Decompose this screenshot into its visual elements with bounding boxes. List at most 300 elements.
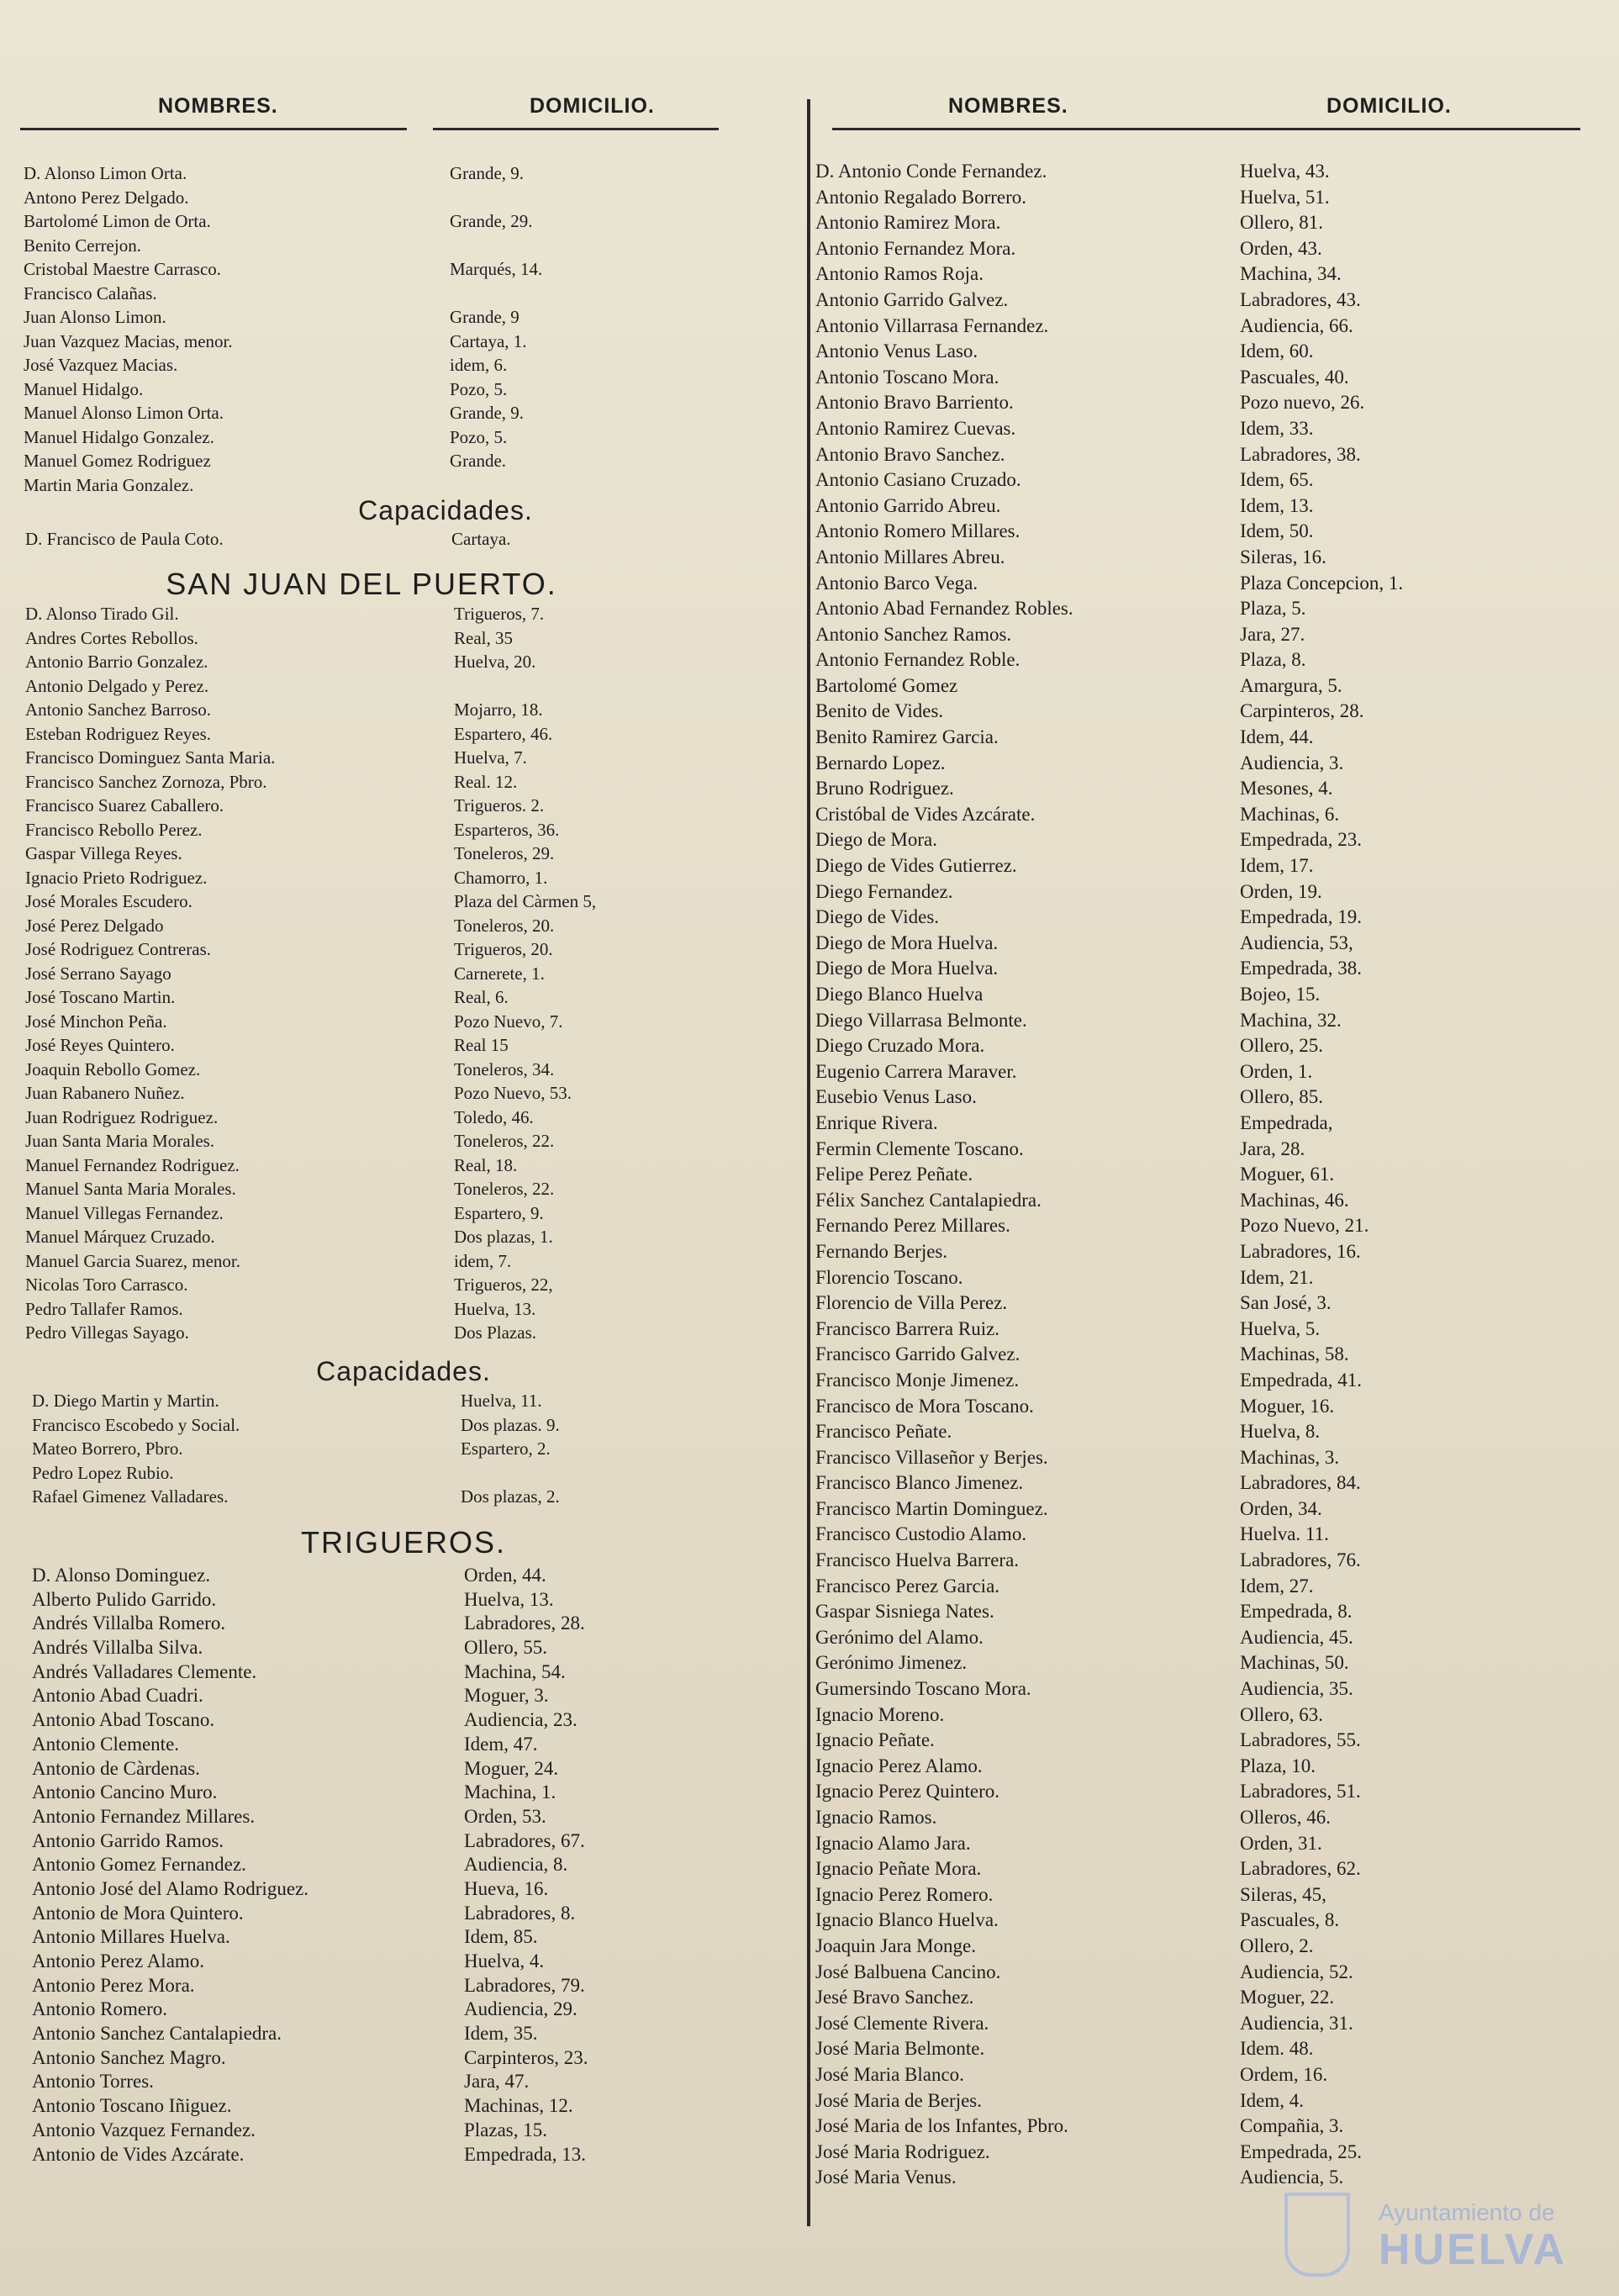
list-item [799, 2012, 1619, 2038]
domicile: Pozo Nuevo, 21. [1240, 1215, 1369, 1237]
list-item [799, 957, 1619, 983]
left-domicile-rule [433, 128, 719, 130]
list-item [0, 2070, 794, 2094]
list-item [0, 1829, 794, 1854]
list-item [799, 2114, 1619, 2140]
list-item [0, 602, 794, 626]
domicile: Ollero, 2. [1240, 1934, 1314, 1956]
domicile: Machinas, 12. [464, 2095, 573, 2117]
person-name: Joaquin Rebollo Gomez. [25, 1058, 201, 1079]
list-item [799, 1163, 1619, 1189]
domicile: Idem, 85. [464, 1926, 538, 1948]
person-name: Ignacio Peñate Mora. [815, 1858, 982, 1880]
person-name: Pedro Tallafer Ramos. [25, 1298, 183, 1319]
person-name: Antonio Bravo Sanchez. [815, 443, 1005, 465]
domicile: Grande, 29. [450, 211, 533, 231]
person-name: Diego de Vides Gutierrez. [815, 855, 1017, 877]
right-list [799, 160, 1619, 2192]
domicile: Empedrada, 19. [1240, 906, 1362, 928]
person-name: Ignacio Prieto Rodriguez. [25, 867, 208, 888]
domicile: Orden, 31. [1240, 1832, 1322, 1854]
domicile: Real 15 [454, 1035, 509, 1055]
list-item [799, 2089, 1619, 2115]
domicile: Machina, 34. [1240, 263, 1342, 285]
domicile: Pozo, 5. [450, 426, 508, 447]
person-name: Fernando Perez Millares. [815, 1215, 1010, 1237]
person-name: Gerónimo del Alamo. [815, 1626, 984, 1648]
list-item [0, 353, 794, 377]
list-item [799, 1626, 1619, 1652]
list-item [799, 340, 1619, 366]
person-name: Gaspar Villega Reyes. [25, 843, 182, 863]
person-name: Antonio de Vides Azcárate. [32, 2143, 245, 2165]
domicile: Real, 35 [454, 627, 513, 648]
list-item [0, 1757, 794, 1781]
list-item [0, 1805, 794, 1829]
list-item [799, 262, 1619, 288]
person-name: Diego de Mora Huelva. [815, 932, 999, 953]
person-name: Antonio Sanchez Magro. [32, 2046, 226, 2068]
list-item [0, 1437, 794, 1461]
domicile: Idem, 13. [1240, 494, 1314, 516]
domicile: Pascuales, 8. [1240, 1909, 1340, 1931]
list-item [0, 937, 794, 962]
domicile: Chamorro, 1. [454, 867, 548, 888]
list-item [0, 2143, 794, 2167]
domicile: Bojeo, 15. [1240, 984, 1321, 1005]
list-item [0, 1153, 794, 1178]
person-name: Antonio Sanchez Barroso. [25, 699, 212, 720]
person-name: José Balbuena Cancino. [815, 1961, 1001, 1982]
domicile: Labradores, 79. [464, 1974, 585, 1996]
domicile: Labradores, 62. [1240, 1858, 1361, 1880]
person-name: José Reyes Quintero. [25, 1035, 175, 1055]
person-name: Manuel Gomez Rodriguez [24, 451, 211, 471]
domicile: Real, 6. [454, 987, 509, 1007]
domicile: Labradores, 8. [464, 1902, 576, 1924]
domicile: Ollero, 25. [1240, 1035, 1324, 1057]
person-name: Antonio Romero Millares. [815, 520, 1020, 542]
person-name: Manuel Garcia Suarez, menor. [25, 1250, 240, 1271]
domicile: Labradores, 38. [1240, 443, 1361, 465]
list-item [799, 1446, 1619, 1472]
person-name: Antonio Fernandez Roble. [815, 649, 1020, 671]
list-item [0, 650, 794, 674]
person-name: D. Antonio Conde Fernandez. [815, 161, 1047, 182]
person-name: José Perez Delgado [25, 915, 164, 936]
person-name: Diego de Mora Huelva. [815, 958, 999, 979]
person-name: Manuel Hidalgo Gonzalez. [24, 426, 214, 447]
list-item [0, 1733, 794, 1757]
domicile: Trigueros, 22, [454, 1275, 553, 1295]
domicile: Idem, 35. [464, 2023, 538, 2045]
list-item [0, 674, 794, 699]
person-name: Diego Cruzado Mora. [815, 1035, 985, 1057]
capacidades2-section [0, 1355, 794, 1387]
list-item [0, 305, 794, 330]
person-name: Pedro Lopez Rubio. [32, 1462, 174, 1483]
list-item [799, 1677, 1619, 1703]
list-item [0, 889, 794, 914]
domicile: Empedrada, 13. [464, 2143, 586, 2165]
person-name: José Toscano Martin. [25, 987, 176, 1007]
domicile: Grande. [450, 451, 507, 471]
list-item [0, 1564, 794, 1588]
list-item [799, 1240, 1619, 1266]
domicile: Olleros, 46. [1240, 1807, 1331, 1828]
list-item [799, 828, 1619, 854]
person-name: Francisco Dominguez Santa Maria. [25, 747, 276, 768]
person-name: Francisco Blanco Jimenez. [815, 1472, 1024, 1494]
domicile: Huelva, 5. [1240, 1317, 1321, 1339]
domicile: Grande, 9. [450, 403, 525, 423]
person-name: Antonio Cancino Muro. [32, 1781, 218, 1803]
domicile: Plaza, 8. [1240, 649, 1306, 671]
domicile: Mesones, 4. [1240, 778, 1333, 800]
list-item [799, 699, 1619, 726]
person-name: José Maria Blanco. [815, 2063, 964, 2085]
person-name: Alberto Pulido Garrido. [32, 1588, 217, 1610]
person-name: Antonio Delgado y Perez. [25, 675, 209, 696]
list-item [0, 842, 794, 866]
list-item [0, 1974, 794, 1998]
domicile: Machina, 1. [464, 1781, 556, 1803]
person-name: Fernando Berjes. [815, 1240, 948, 1262]
domicile: Pozo Nuevo, 7. [454, 1011, 563, 1032]
domicile: Huelva, 4. [464, 1950, 545, 1971]
domicile: Huelva, 13. [464, 1588, 554, 1610]
list-item [799, 211, 1619, 237]
list-item [0, 234, 794, 258]
domicile: Huelva, 8. [1240, 1421, 1321, 1443]
list-item [0, 377, 794, 402]
trigueros-section [0, 1527, 794, 1559]
capacidades1-title: Capacidades. [358, 495, 533, 525]
capacidades1-section [0, 494, 794, 526]
list-item [799, 777, 1619, 803]
domicile: San José, 3. [1240, 1292, 1332, 1314]
person-name: José Rodriguez Contreras. [25, 939, 212, 959]
list-item [0, 1389, 794, 1413]
person-name: Antonio Regalado Borrero. [815, 186, 1027, 208]
domicile: Pozo, 5. [450, 378, 508, 399]
person-name: Ignacio Peñate. [815, 1729, 935, 1751]
person-name: Joaquin Jara Monge. [815, 1934, 976, 1956]
list-item [799, 1369, 1619, 1395]
domicile: Orden, 34. [1240, 1497, 1322, 1519]
domicile: Orden, 19. [1240, 880, 1322, 902]
domicile: Carpinteros, 23. [464, 2046, 588, 2068]
domicile: Audiencia, 45. [1240, 1626, 1353, 1648]
person-name: Francisco Barrera Ruiz. [815, 1317, 1000, 1339]
person-name: José Maria Rodriguez. [815, 2140, 990, 2162]
right-domicile-rule [1236, 128, 1580, 130]
domicile: Grande, 9 [450, 307, 519, 327]
list-item [0, 818, 794, 842]
list-item [0, 1177, 794, 1201]
domicile: Trigueros, 7. [454, 604, 545, 624]
person-name: Francisco Custodio Alamo. [815, 1523, 1027, 1545]
list-item [799, 288, 1619, 314]
list-item [0, 1660, 794, 1685]
person-name: Martin Maria Gonzalez. [24, 474, 194, 495]
list-item [799, 186, 1619, 212]
list-item [799, 1060, 1619, 1086]
stamp-line2: HUELVA [1379, 2225, 1568, 2274]
list-item [799, 1523, 1619, 1549]
list-item [799, 391, 1619, 417]
domicile: Orden, 44. [464, 1565, 546, 1586]
domicile: Espartero, 46. [454, 723, 553, 744]
list-item [799, 1214, 1619, 1240]
domicile: Idem, 17. [1240, 855, 1314, 877]
person-name: Antonio Toscano Mora. [815, 366, 999, 388]
person-name: José Morales Escudero. [25, 891, 192, 911]
domicile: Audiencia, 31. [1240, 2012, 1353, 2034]
domicile: Idem, 65. [1240, 469, 1314, 491]
domicile: Empedrada, 41. [1240, 1369, 1362, 1391]
person-name: Antono Perez Delgado. [24, 187, 189, 208]
list-item [799, 1137, 1619, 1164]
domicile: Pozo nuevo, 26. [1240, 392, 1365, 414]
capacidades2-title: Capacidades. [316, 1356, 491, 1386]
domicile: Carpinteros, 28. [1240, 700, 1364, 722]
san-juan-list [0, 602, 794, 1345]
person-name: Florencio de Villa Perez. [815, 1292, 1008, 1314]
person-name: Diego de Vides. [815, 906, 940, 928]
person-name: Antonio Vazquez Fernandez. [32, 2119, 256, 2140]
person-name: Francisco Peñate. [815, 1421, 952, 1443]
person-name: Juan Vazquez Macias, menor. [24, 330, 233, 351]
person-name: Francisco Suarez Caballero. [25, 795, 224, 815]
list-item [799, 1111, 1619, 1137]
domicile: Pascuales, 40. [1240, 366, 1349, 388]
person-name: Diego Fernandez. [815, 880, 953, 902]
person-name: Antonio Abad Toscano. [32, 1709, 215, 1731]
list-item [799, 1395, 1619, 1421]
list-item [799, 1009, 1619, 1035]
person-name: José Maria Belmonte. [815, 2038, 985, 2060]
person-name: Cristóbal de Vides Azcárate. [815, 803, 1036, 825]
domicile: Moguer, 16. [1240, 1395, 1335, 1417]
list-item [799, 1806, 1619, 1832]
person-name: Diego Blanco Huelva [815, 984, 984, 1005]
domicile: Toledo, 46. [454, 1106, 534, 1127]
list-item [0, 473, 794, 498]
list-item [0, 401, 794, 425]
person-name: Antonio Millares Abreu. [815, 546, 1005, 567]
list-item [0, 2094, 794, 2119]
list-item [0, 1877, 794, 1902]
person-name: Manuel Márquez Cruzado. [25, 1227, 215, 1247]
list-item [799, 237, 1619, 263]
list-item [0, 626, 794, 651]
person-name: Francisco Monje Jimenez. [815, 1369, 1020, 1391]
list-item [0, 186, 794, 210]
person-name: Andrés Villalba Romero. [32, 1612, 226, 1634]
list-item [799, 1034, 1619, 1060]
domicile: Idem. 48. [1240, 2038, 1314, 2060]
domicile: Ollero, 63. [1240, 1703, 1324, 1725]
person-name: Ignacio Perez Alamo. [815, 1755, 983, 1776]
person-name: Antonio Bravo Barriento. [815, 392, 1014, 414]
domicile: Labradores, 28. [464, 1612, 585, 1634]
list-item [0, 330, 794, 354]
list-item [0, 209, 794, 234]
list-item [0, 1201, 794, 1226]
list-item [0, 770, 794, 794]
list-item [799, 1291, 1619, 1317]
person-name: José Maria de los Infantes, Pbro. [815, 2115, 1068, 2137]
list-item [799, 1961, 1619, 1987]
domicile: Mojarro, 18. [454, 699, 543, 720]
list-item [0, 914, 794, 938]
domicile: Idem, 21. [1240, 1266, 1314, 1288]
person-name: Juan Rabanero Nuñez. [25, 1083, 185, 1103]
domicile: Labradores, 55. [1240, 1729, 1361, 1751]
list-item [799, 1986, 1619, 2012]
list-item [0, 1902, 794, 1926]
domicile: Huelva, 7. [454, 747, 527, 768]
domicile: Real, 18. [454, 1154, 518, 1175]
right-names-rule [832, 128, 1236, 130]
list-item [799, 1703, 1619, 1729]
list-item [0, 282, 794, 306]
list-item [799, 674, 1619, 700]
person-name: Francisco Sanchez Zornoza, Pbro. [25, 771, 267, 792]
domicile: Real. 12. [454, 771, 518, 792]
person-name: Cristobal Maestre Carrasco. [24, 259, 222, 279]
list-item [0, 1225, 794, 1249]
person-name: José Maria de Berjes. [815, 2089, 982, 2111]
person-name: Antonio Barrio Gonzalez. [25, 652, 208, 672]
domicile: Idem, 47. [464, 1733, 538, 1755]
person-name: Benito Ramirez Garcia. [815, 726, 999, 748]
list-item [0, 1273, 794, 1297]
list-item [0, 1708, 794, 1733]
domicile: Idem, 50. [1240, 520, 1314, 542]
person-name: Andrés Villalba Silva. [32, 1637, 203, 1659]
list-item [799, 1755, 1619, 1781]
list-item [799, 1857, 1619, 1883]
domicile: Dos plazas, 2. [461, 1486, 560, 1507]
domicile: Labradores, 76. [1240, 1549, 1361, 1571]
list-item [799, 1575, 1619, 1601]
person-name: Benito Cerrejon. [24, 235, 141, 256]
left-names-header: NOMBRES. [158, 94, 278, 118]
domicile: Machina, 32. [1240, 1009, 1342, 1031]
person-name: Antonio Fernandez Mora. [815, 237, 1016, 259]
person-name: Diego de Mora. [815, 829, 937, 851]
domicile: Labradores, 51. [1240, 1781, 1361, 1802]
person-name: Francisco de Mora Toscano. [815, 1395, 1034, 1417]
list-item [799, 1600, 1619, 1626]
trigueros-list [0, 1564, 794, 2167]
list-item [799, 1729, 1619, 1755]
coat-of-arms-icon [1284, 2193, 1350, 2277]
person-name: Juan Alonso Limon. [24, 307, 166, 327]
list-item [799, 983, 1619, 1009]
person-name: Antonio Ramirez Cuevas. [815, 417, 1016, 439]
list-item [799, 443, 1619, 469]
domicile: Labradores, 67. [464, 1829, 585, 1851]
block1-list [0, 161, 794, 497]
person-name: Fermin Clemente Toscano. [815, 1137, 1024, 1159]
list-item [0, 449, 794, 473]
person-name: Antonio Millares Huelva. [32, 1926, 230, 1948]
list-item [799, 648, 1619, 674]
right-domicile-header: DOMICILIO. [1326, 94, 1452, 118]
person-name: José Minchon Peña. [25, 1011, 167, 1032]
list-item [0, 722, 794, 747]
list-item [0, 1413, 794, 1438]
domicile: Moguer, 3. [464, 1685, 549, 1707]
person-name: Bernardo Lopez. [815, 752, 946, 773]
domicile: Moguer, 22. [1240, 1987, 1335, 2008]
list-item [0, 1461, 794, 1486]
domicile: Huelva, 20. [454, 652, 536, 672]
domicile: Plaza del Càrmen 5, [454, 891, 597, 911]
domicile: Espartero, 2. [461, 1438, 551, 1459]
list-item [0, 1485, 794, 1509]
domicile: Empedrada, 8. [1240, 1601, 1353, 1623]
domicile: Audiencia, 29. [464, 1998, 577, 2020]
domicile: Empedrada, 23. [1240, 829, 1362, 851]
domicile: Idem, 33. [1240, 417, 1314, 439]
domicile: Machinas, 6. [1240, 803, 1340, 825]
domicile: Toneleros, 29. [454, 843, 555, 863]
list-item [799, 597, 1619, 623]
domicile: Audiencia, 66. [1240, 314, 1353, 336]
person-name: Antonio Clemente. [32, 1733, 180, 1755]
person-name: Antonio Garrido Ramos. [32, 1829, 224, 1851]
person-name: Juan Santa Maria Morales. [25, 1131, 215, 1151]
domicile: Moguer, 24. [464, 1757, 559, 1779]
list-item [799, 1832, 1619, 1858]
person-name: Manuel Villegas Fernandez. [25, 1202, 224, 1223]
list-item [799, 1420, 1619, 1446]
domicile: Sileras, 45, [1240, 1883, 1326, 1905]
domicile: Audiencia, 8. [464, 1854, 568, 1876]
person-name: Antonio Romero. [32, 1998, 167, 2020]
list-item [0, 1684, 794, 1708]
person-name: Enrique Rivera. [815, 1111, 938, 1133]
domicile: Machinas, 50. [1240, 1652, 1349, 1674]
list-item [799, 1266, 1619, 1292]
list-item [799, 1934, 1619, 1961]
person-name: José Vazquez Macias. [24, 355, 178, 375]
person-name: Antonio Garrido Galvez. [815, 288, 1009, 310]
person-name: Florencio Toscano. [815, 1266, 963, 1288]
person-name: Antonio Ramirez Mora. [815, 212, 1001, 234]
domicile: Plaza, 5. [1240, 598, 1306, 620]
list-item [799, 1085, 1619, 1111]
person-name: Antonio de Mora Quintero. [32, 1902, 244, 1924]
list-item [0, 1106, 794, 1130]
domicile: Toneleros, 20. [454, 915, 555, 936]
list-item [0, 1781, 794, 1805]
domicile: Orden, 53. [464, 1805, 546, 1827]
domicile: Empedrada, [1240, 1111, 1333, 1133]
list-item [0, 1612, 794, 1636]
domicile: Toneleros, 22. [454, 1131, 555, 1151]
domicile: Labradores, 16. [1240, 1240, 1361, 1262]
person-name: Eusebio Venus Laso. [815, 1086, 977, 1108]
list-item [799, 1317, 1619, 1343]
domicile: Amargura, 5. [1240, 674, 1342, 696]
person-name: Francisco Garrido Galvez. [815, 1343, 1020, 1365]
person-name: Felipe Perez Peñate. [815, 1164, 973, 1185]
